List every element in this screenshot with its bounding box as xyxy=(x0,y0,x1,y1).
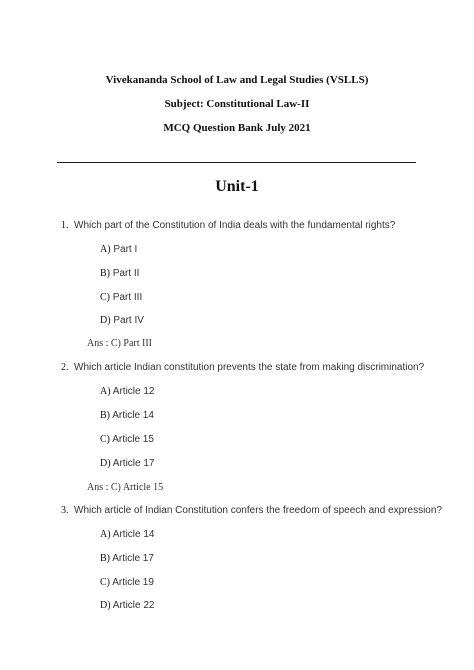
subject-title: Subject: Constitutional Law-II xyxy=(164,98,310,110)
question-text: Which article Indian constitution prevents the state from making discrimination? xyxy=(74,362,425,373)
question-number: 3. xyxy=(61,505,69,516)
question-number: 1. xyxy=(61,220,69,231)
option-2b xyxy=(100,410,154,421)
option-text: Article 12 xyxy=(112,386,155,397)
option-3b xyxy=(100,553,154,564)
option-text: Article 17 xyxy=(112,458,155,469)
question-bank-title: MCQ Question Bank July 2021 xyxy=(163,122,311,134)
option-key: A) xyxy=(100,529,111,540)
option-3d xyxy=(100,600,154,611)
option-key: C) xyxy=(100,434,110,445)
option-text: Article 14 xyxy=(112,410,154,421)
unit-heading: Unit-1 xyxy=(215,178,259,195)
answer-1: Ans : C) Part III xyxy=(87,338,152,349)
school-name: Vivekananda School of Law and Legal Studies (VSLLS) xyxy=(105,74,369,86)
option-key: C) xyxy=(100,292,110,303)
answer-2: Ans : C) Article 15 xyxy=(87,482,164,493)
option-3c xyxy=(100,577,154,588)
question-text: Which part of the Constitution of India deals with the fundamental rights? xyxy=(74,220,396,231)
question-text: Which article of Indian Constitution confers the freedom of speech and expression? xyxy=(74,505,442,516)
option-text: Part III xyxy=(112,292,143,303)
option-2d xyxy=(100,458,154,469)
option-2a xyxy=(100,386,154,397)
option-text: Article 14 xyxy=(112,529,155,540)
question-3 xyxy=(61,505,442,516)
option-text: Article 19 xyxy=(112,577,154,588)
option-key: C) xyxy=(100,577,110,588)
option-1c xyxy=(100,292,142,303)
option-key: D) xyxy=(100,600,111,611)
option-text: Part I xyxy=(113,244,138,255)
option-text: Article 15 xyxy=(112,434,154,445)
question-number: 2. xyxy=(61,362,69,373)
option-key: A) xyxy=(100,244,111,255)
option-text: Part IV xyxy=(113,315,144,326)
option-key: B) xyxy=(100,268,110,279)
option-key: B) xyxy=(100,410,110,421)
option-3a xyxy=(100,529,154,540)
option-1a xyxy=(100,244,137,255)
horizontal-divider xyxy=(57,162,416,163)
option-key: A) xyxy=(100,386,111,397)
option-key: B) xyxy=(100,553,110,564)
option-2c xyxy=(100,434,154,445)
question-1 xyxy=(61,220,395,231)
option-text: Part II xyxy=(112,268,140,279)
option-key: D) xyxy=(100,315,111,326)
option-1d xyxy=(100,315,144,326)
option-text: Article 22 xyxy=(112,600,155,611)
option-text: Article 17 xyxy=(112,553,154,564)
option-key: D) xyxy=(100,458,111,469)
question-2 xyxy=(61,362,424,373)
option-1b xyxy=(100,268,139,279)
